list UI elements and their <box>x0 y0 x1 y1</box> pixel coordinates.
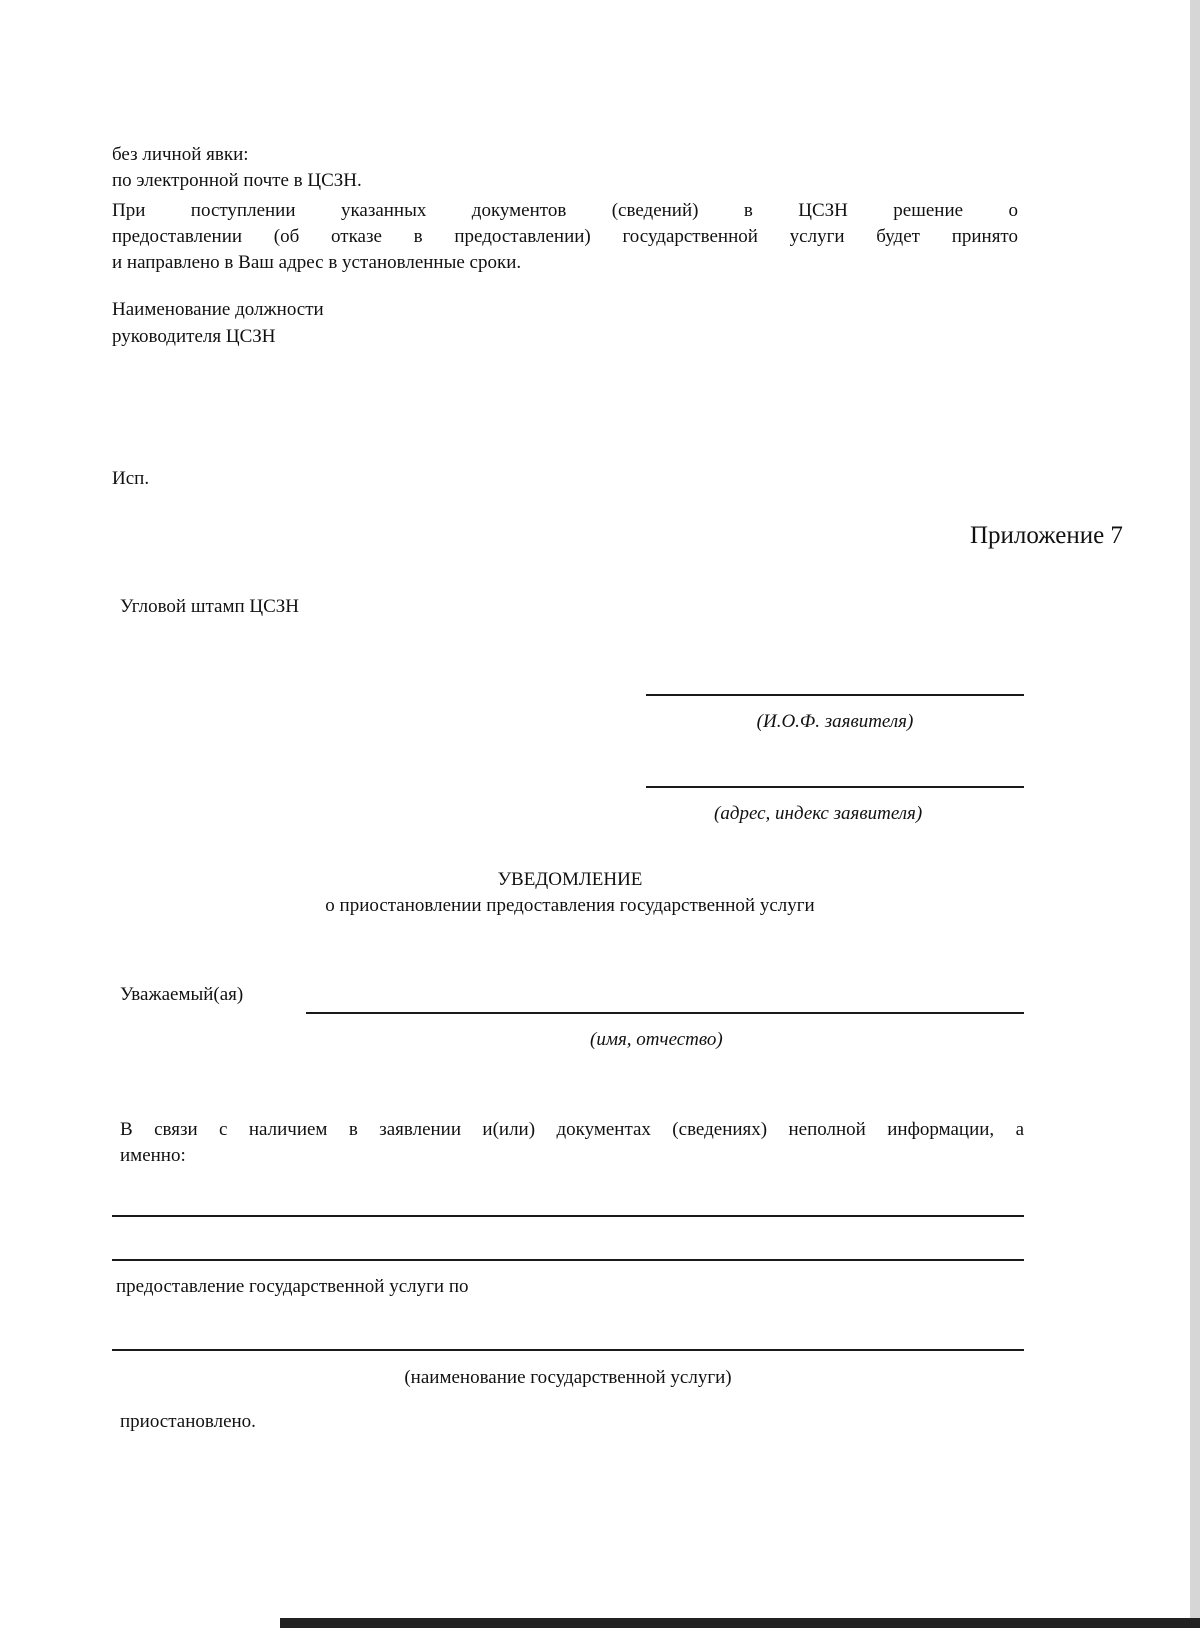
notice-title: УВЕДОМЛЕНИЕ <box>497 869 643 890</box>
position-title-line-1: Наименование должности <box>112 299 324 320</box>
notice-subtitle: о приостановлении предоставления государственной услуги <box>325 895 815 916</box>
decision-paragraph-line-3: и направлено в Ваш адрес в установленные сроки. <box>112 252 522 273</box>
greeting-name-caption: (имя, отчество) <box>590 1029 723 1050</box>
reason-line-2: именно: <box>120 1145 186 1166</box>
annex-title: Приложение 7 <box>970 522 1123 549</box>
service-name-caption: (наименование государственной услуги) <box>404 1367 732 1388</box>
delivery-method-heading: без личной явки: <box>112 144 249 165</box>
applicant-name-line <box>646 694 1024 696</box>
applicant-address-line <box>646 786 1024 788</box>
reason-line-1: В связи с наличием в заявлении и(или) документах (сведениях) неполной информации, а <box>120 1119 1024 1140</box>
closing-text: приостановлено. <box>120 1411 256 1432</box>
executor-label: Исп. <box>112 468 150 489</box>
service-name-line <box>112 1349 1024 1351</box>
greeting-label: Уважаемый(ая) <box>120 984 244 1005</box>
corner-stamp-label: Угловой штамп ЦСЗН <box>120 596 300 617</box>
service-label: предоставление государственной услуги по <box>116 1276 469 1297</box>
applicant-address-caption: (адрес, индекс заявителя) <box>714 803 923 824</box>
scan-edge-right <box>1190 0 1200 1628</box>
delivery-method-email: по электронной почте в ЦСЗН. <box>112 170 362 191</box>
greeting-name-line <box>306 1012 1024 1014</box>
decision-paragraph-line-1: При поступлении указанных документов (сведений) в ЦСЗН решение о <box>112 200 1018 221</box>
scan-edge-bottom <box>280 1618 1200 1628</box>
reason-blank-line-1 <box>112 1215 1024 1217</box>
applicant-name-caption: (И.О.Ф. заявителя) <box>756 711 914 732</box>
reason-blank-line-2 <box>112 1259 1024 1261</box>
decision-paragraph-line-2: предоставлении (об отказе в предоставлении) государственной услуги будет принято <box>112 226 1018 247</box>
position-title-line-2: руководителя ЦСЗН <box>112 326 276 347</box>
